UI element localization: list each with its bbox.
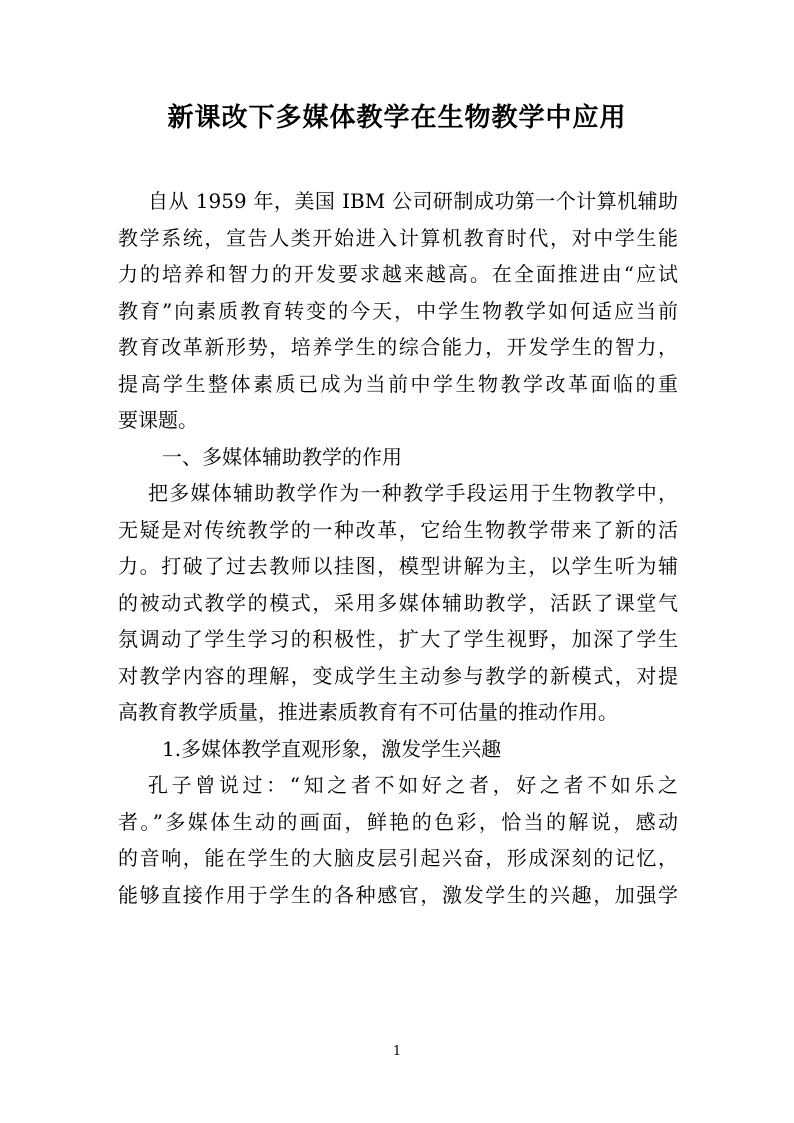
paragraph-line: 者。”多媒体生动的画面，鲜艳的色彩，恰当的解说，感动	[118, 809, 678, 834]
paragraph-line: 教育”向素质教育转变的今天，中学生物教学如何适应当前	[118, 298, 678, 323]
paragraph-line: 孔子曾说过：“知之者不如好之者，好之者不如乐之	[148, 773, 678, 797]
paragraph-line: 要课题。	[118, 408, 198, 432]
page-number: 1	[392, 1044, 402, 1059]
paragraph-line: 力。打破了过去教师以挂图，模型讲解为主，以学生听为辅	[118, 554, 678, 578]
paragraph-line: 无疑是对传统教学的一种改革，它给生物教学带来了新的活	[118, 517, 678, 542]
paragraph-line: 提高学生整体素质已成为当前中学生物教学改革面临的重	[118, 371, 678, 396]
paragraph-line: 的音响，能在学生的大脑皮层引起兴奋，形成深刻的记忆，	[118, 846, 678, 870]
paragraph-line: 能够直接作用于学生的各种感官，激发学生的兴趣，加强学	[118, 882, 678, 907]
paragraph-line: 氛调动了学生学习的积极性，扩大了学生视野，加深了学生	[118, 627, 678, 651]
paragraph-line: 力的培养和智力的开发要求越来越高。在全面推进由“应试	[118, 262, 678, 286]
paragraph-line: 教育改革新形势，培养学生的综合能力，开发学生的智力，	[118, 335, 678, 359]
paragraph-line: 对教学内容的理解，变成学生主动参与教学的新模式，对提	[118, 663, 678, 688]
subsection-heading: 1.多媒体教学直观形象，激发学生兴趣	[162, 736, 502, 761]
paragraph-line: 高教育教学质量，推进素质教育有不可估量的推动作用。	[118, 700, 618, 724]
document-title: 新课改下多媒体教学在生物教学中应用	[167, 103, 627, 133]
paragraph-line: 教学系统，宣告人类开始进入计算机教育时代，对中学生能	[118, 225, 678, 250]
section-heading: 一、多媒体辅助教学的作用	[162, 444, 402, 469]
paragraph-line: 的被动式教学的模式，采用多媒体辅助教学，活跃了课堂气	[118, 590, 678, 615]
paragraph-line: 把多媒体辅助教学作为一种教学手段运用于生物教学中，	[148, 481, 678, 505]
paragraph-line: 自从 1959 年，美国 IBM 公司研制成功第一个计算机辅助	[148, 189, 678, 213]
document-body	[118, 183, 678, 913]
